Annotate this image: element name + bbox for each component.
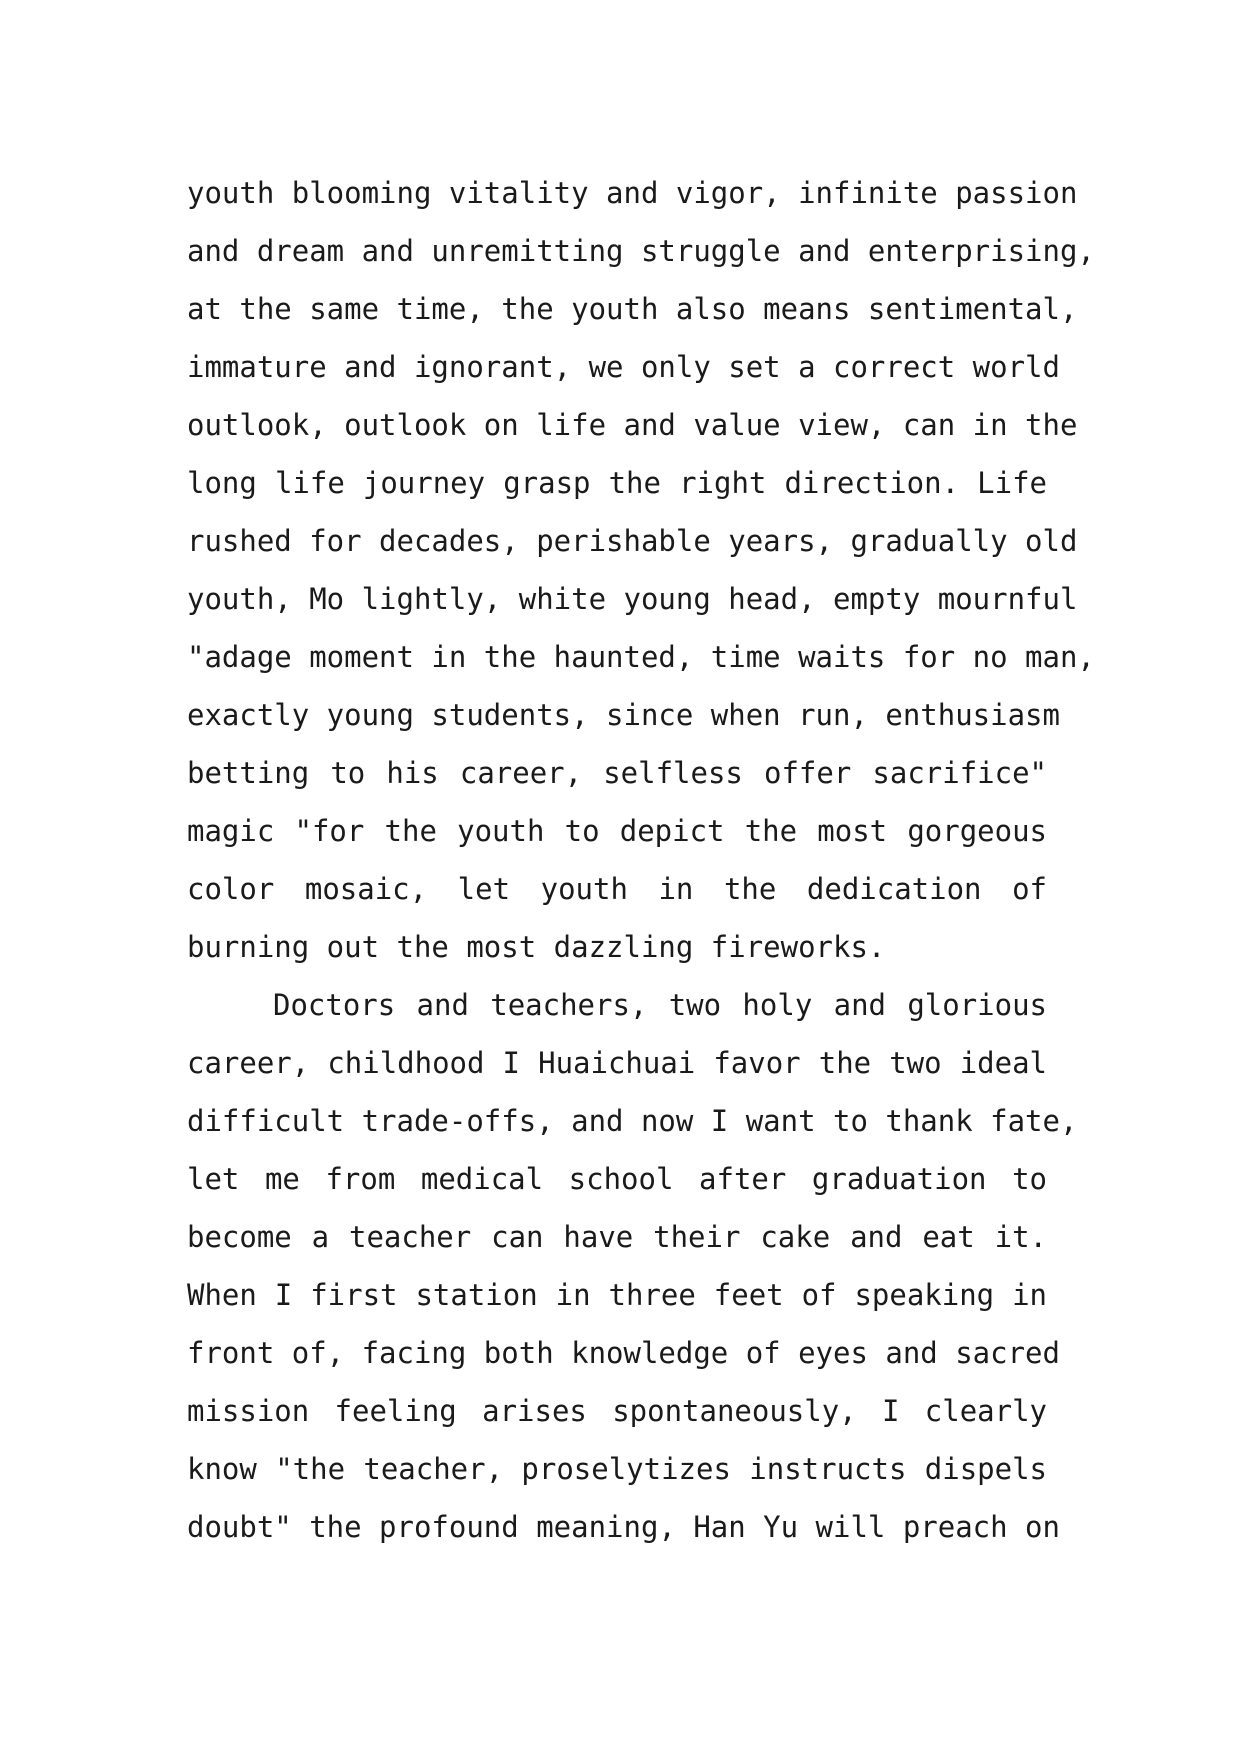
paragraph-line: youth, Mo lightly, white young head, empty mournful <box>187 582 1078 616</box>
paragraph-line: mission feeling arises spontaneously, I clearly <box>187 1394 1047 1428</box>
paragraph-line: long life journey grasp the right direction. Life <box>187 466 1047 500</box>
paragraph-line: magic "for the youth to depict the most gorgeous <box>187 814 1047 848</box>
paragraph-line: burning out the most dazzling fireworks. <box>187 930 886 964</box>
paragraph-line: front of, facing both knowledge of eyes and sacred <box>187 1336 1060 1370</box>
paragraph-line: immature and ignorant, we only set a correct world <box>187 350 1060 384</box>
paragraph-line: youth blooming vitality and vigor, infinite passion <box>187 176 1078 210</box>
paragraph-line: exactly young students, since when run, enthusiasm <box>187 698 1060 732</box>
paragraph-line: color mosaic, let youth in the dedication of <box>187 872 1047 906</box>
paragraph-line: betting to his career, selfless offer sacrifice" <box>187 756 1047 790</box>
paragraph-line: let me from medical school after graduation to <box>187 1162 1047 1196</box>
paragraph-line: rushed for decades, perishable years, gradually old <box>187 524 1078 558</box>
paragraph-line: know "the teacher, proselytizes instructs dispels <box>187 1452 1047 1486</box>
paragraph-line: career, childhood I Huaichuai favor the two ideal <box>187 1046 1047 1080</box>
paragraph-line: When I first station in three feet of speaking in <box>187 1278 1047 1312</box>
paragraph-line: doubt" the profound meaning, Han Yu will preach on <box>187 1510 1060 1544</box>
document-body <box>187 164 1095 1556</box>
paragraph-line: "adage moment in the haunted, time waits for no man, <box>187 640 1095 674</box>
paragraph-1 <box>187 164 1095 976</box>
paragraph-line: difficult trade-offs, and now I want to thank fate, <box>187 1104 1078 1138</box>
paragraph-2 <box>187 976 1078 1556</box>
paragraph-line: Doctors and teachers, two holy and glorious <box>273 988 1047 1022</box>
paragraph-line: outlook, outlook on life and value view, can in the <box>187 408 1078 442</box>
paragraph-line: become a teacher can have their cake and eat it. <box>187 1220 1047 1254</box>
paragraph-line: at the same time, the youth also means sentimental, <box>187 292 1078 326</box>
paragraph-line: and dream and unremitting struggle and enterprising, <box>187 234 1095 268</box>
